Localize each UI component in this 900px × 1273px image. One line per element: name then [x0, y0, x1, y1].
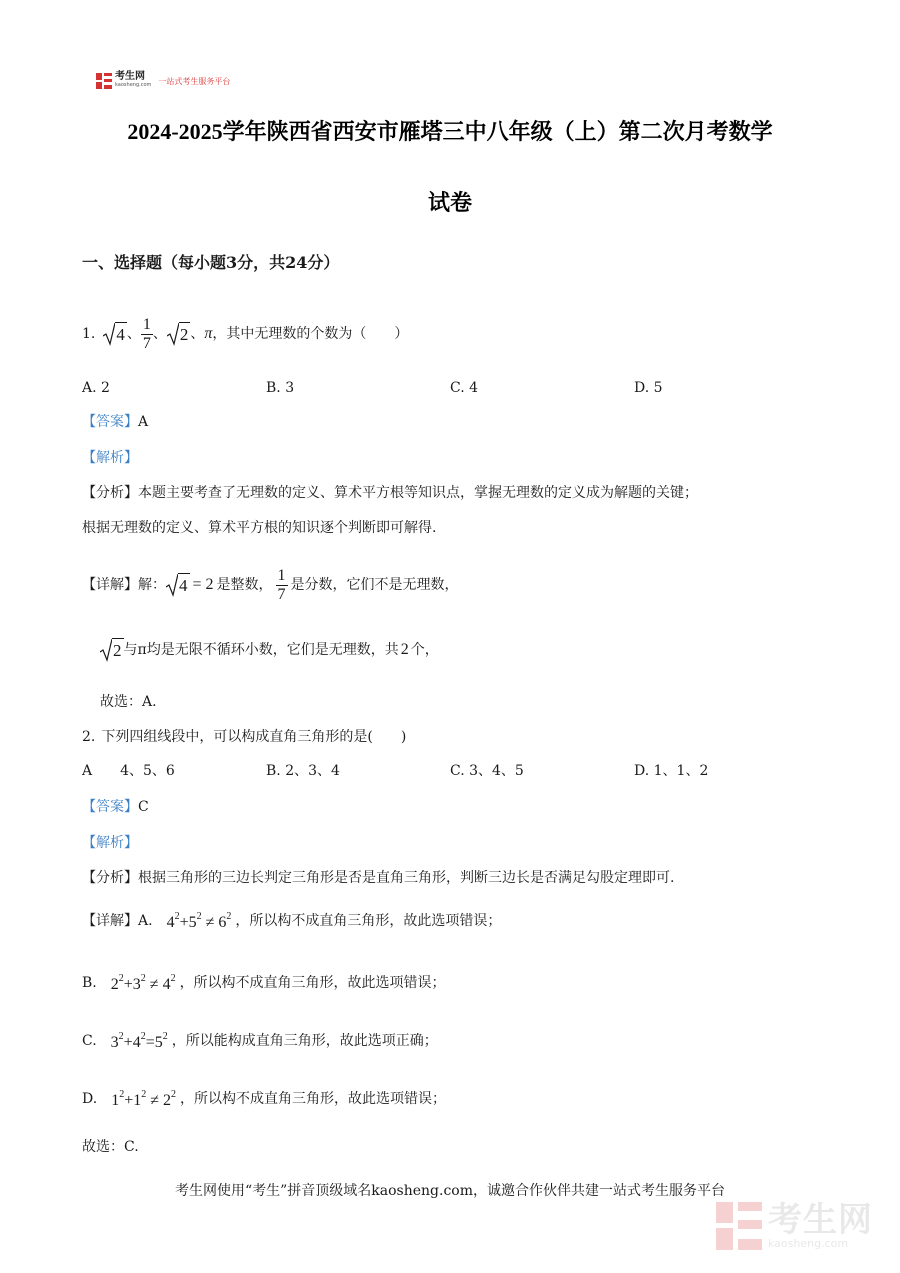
q1-sqrt4: 4	[103, 322, 127, 346]
header-logo	[96, 72, 230, 90]
logo-domain: kaosheng.com	[115, 82, 152, 88]
separator: 、	[126, 326, 141, 342]
q1-option-a: A. 2	[82, 380, 110, 396]
q2-option-d: D. 1、1、2	[634, 763, 709, 779]
q2-analysis-label: 【解析】	[82, 835, 138, 851]
q1-detail-line2: 2 与π均是无限不循环小数，它们是无理数，共 2 个，	[100, 634, 439, 666]
q2-option-a: A 4、5、6	[82, 763, 175, 779]
q1-frac-1-7: $\frac{1}{7}$	[142, 315, 151, 352]
q1-number: 1.	[82, 326, 96, 342]
q1-stem	[82, 296, 408, 372]
q1-fenxi-line2: 根据无理数的定义、算术平方根的知识逐个判断即可解得.	[82, 520, 437, 536]
logo-name: 考生网	[115, 71, 145, 82]
watermark-logo-icon	[716, 1202, 762, 1250]
page-title-line2: 试卷	[427, 190, 472, 215]
watermark-name: 考生网	[768, 1200, 873, 1240]
q2-option-b: B. 2、3、4	[266, 763, 340, 779]
watermark-domain: kaosheng.com	[768, 1237, 849, 1250]
q1-answer	[82, 412, 148, 432]
answer-value: A	[138, 414, 149, 430]
page-title-line1: 2024-2025学年陕西省西安市雁塔三中八年级（上）第二次月考数学	[127, 119, 773, 144]
section-heading: 一、选择题（每小题3分，共24分）	[82, 253, 340, 272]
q1-detail: 【详解】 解： 4 = 2 是整数， $\frac{1}{7}$ 是分数，它们不是无理数，	[82, 566, 459, 603]
separator: 、	[190, 326, 205, 342]
watermark	[716, 1202, 873, 1250]
separator: 、	[152, 326, 167, 342]
detail-sqrt2: 2	[100, 638, 124, 662]
q2-conclusion: 故选：C.	[82, 1139, 139, 1155]
q1-stem-tail: ，其中无理数的个数为（ ）	[212, 326, 409, 342]
logo-slogan: 一站式考生服务平台	[158, 76, 231, 86]
detail-sqrt4: 4	[166, 573, 190, 597]
q2-stem: 2. 下列四组线段中，可以构成直角三角形的是( )	[82, 729, 407, 745]
q1-conclusion: 故选：A.	[100, 694, 157, 710]
q1-option-b: B. 3	[266, 380, 295, 396]
q2-option-c: C. 3、4、5	[450, 763, 524, 779]
answer-value: C	[138, 799, 149, 815]
q2-step-d: D. $1^2+1^2 \ne 2^2$ ，所以构不成直角三角形，故此选项错误；	[82, 1088, 446, 1109]
q1-pi: π	[204, 325, 213, 342]
q1-sqrt2: 2	[167, 322, 191, 346]
detail-frac-1-7: $\frac{1}{7}$	[277, 566, 286, 603]
kaosheng-logo-icon	[96, 73, 112, 89]
q1-analysis-label: 【解析】	[82, 450, 138, 466]
answer-label: 【答案】	[82, 799, 138, 815]
answer-label: 【答案】	[82, 414, 138, 430]
q2-step-a: 【详解】 A. $4^2+5^2 \ne 6^2$ ，所以构不成直角三角形，故此选项错误；	[82, 910, 502, 931]
q1-option-c: C. 4	[450, 380, 479, 396]
q1-option-d: D. 5	[634, 380, 663, 396]
q2-answer	[82, 797, 149, 817]
footer-text: 考生网使用“考生”拼音顶级域名kaosheng.com，诚邀合作伙伴共建一站式考生服务平台	[174, 1183, 726, 1199]
q2-fenxi: 【分析】根据三角形的三边长判定三角形是否是直角三角形，判断三边长是否满足勾股定理即可.	[82, 870, 675, 886]
q2-step-b: B. $2^2+3^2 \ne 4^2$ ，所以构不成直角三角形，故此选项错误；	[82, 972, 446, 993]
q1-fenxi: 【分析】本题主要考查了无理数的定义、算术平方根等知识点，掌握无理数的定义成为解题的关键；	[82, 485, 698, 501]
q2-step-c: C. $3^2+4^2=5^2$ ，所以能构成直角三角形，故此选项正确；	[82, 1030, 438, 1051]
